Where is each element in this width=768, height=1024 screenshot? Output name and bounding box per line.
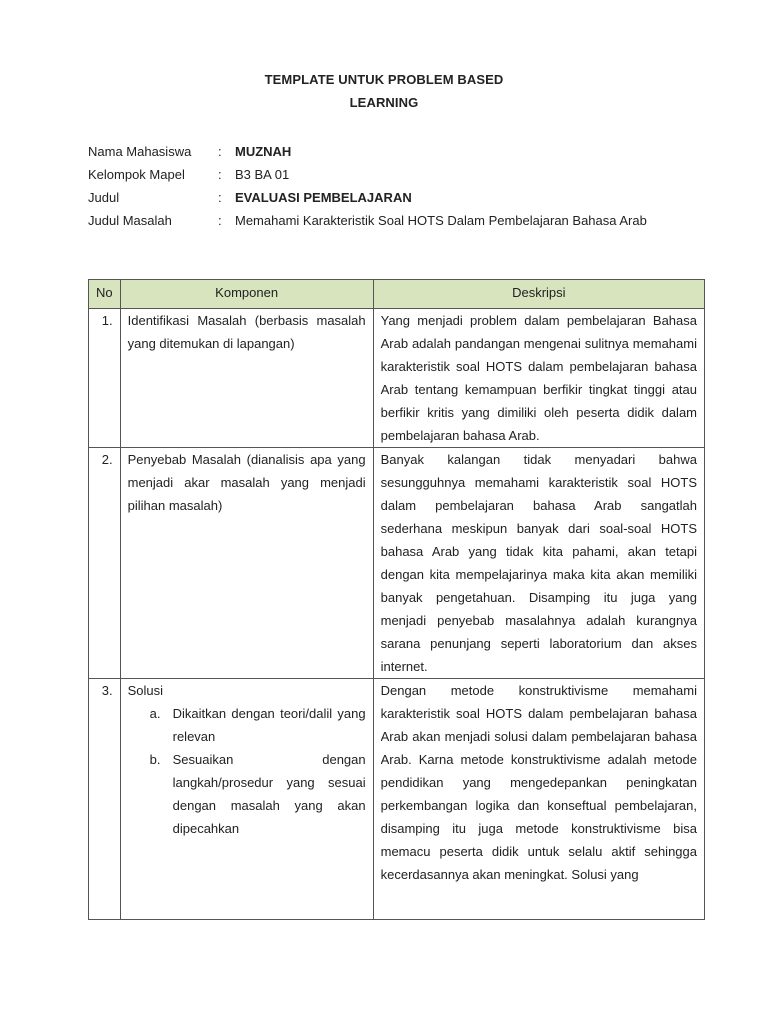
row-deskripsi: Banyak kalangan tidak menyadari bahwa sesungguhnya memahami karakteristik soal HOTS dalam pembelajaran bahasa Arab sangatlah sederhana meskipun banyak dari soal-soal HOTS bahasa Arab yang tidak kita pahami, akan tetapi dengan kita mempelajarinya maka kita akan memiliki banyak pengetahuan. Disamping itu juga yang menjadi penyebab masalahnya adalah kurangnya sarana penunjang seperti laboratorium dan akses internet.	[373, 448, 704, 679]
list-text: Sesuaikan dengan langkah/prosedur yang sesuai dengan masalah yang akan dipecahkan	[172, 752, 366, 836]
info-value-nama: MUZNAH	[235, 144, 292, 159]
student-info	[88, 140, 688, 232]
info-row-judul	[88, 186, 688, 209]
solusi-label: Solusi	[127, 683, 164, 698]
info-colon: :	[218, 167, 222, 182]
deskripsi-text: Dengan metode konstruktivisme memahami karakteristik soal HOTS dalam pembelajaran bahasa Arab akan menjadi solusi dalam pembelajaran bahasa Arab. Karna metode konstruktivisme adalah metode pendidikan yang mengedepankan peningkatan perkembangan logika dan konseftual pembelajaran, disamping itu juga metode konstruktivisme bisa memacu peserta didik untuk selalu aktif sehingga kecerdasannya akan meningkat. Solusi yang	[380, 683, 697, 882]
info-colon: :	[218, 213, 222, 228]
row-komponen-solusi	[120, 679, 373, 920]
info-label: Judul Masalah	[88, 213, 172, 228]
document-title-line2: LEARNING	[349, 95, 419, 110]
row-komponen: Penyebab Masalah (dianalisis apa yang menjadi akar masalah yang menjadi pilihan masalah)	[120, 448, 373, 679]
info-value-judul: EVALUASI PEMBELAJARAN	[235, 190, 412, 205]
header-no: No	[89, 280, 121, 309]
header-komponen: Komponen	[120, 280, 373, 309]
list-item	[128, 702, 366, 748]
row-number: 1.	[89, 309, 121, 448]
row-number: 2.	[89, 448, 121, 679]
info-value-judul-masalah: Memahami Karakteristik Soal HOTS Dalam Pembelajaran Bahasa Arab	[235, 213, 647, 228]
info-label: Kelompok Mapel	[88, 167, 185, 182]
list-item	[128, 748, 366, 840]
pbl-table	[88, 279, 705, 920]
row-number: 3.	[89, 679, 121, 920]
info-row-kelompok	[88, 163, 688, 186]
list-marker: b.	[149, 752, 161, 767]
table-row	[89, 309, 705, 448]
info-row-judul-masalah	[88, 209, 688, 232]
row-deskripsi: Yang menjadi problem dalam pembelajaran Bahasa Arab adalah pandangan mengenai sulitnya memahami karakteristik soal HOTS dalam pembelajaran bahasa Arab tentang kemampuan berfikir tingkat tinggi atau berfikir kritis yang dimiliki oleh peserta didik dalam pembelajaran bahasa Arab.	[373, 309, 704, 448]
info-row-nama	[88, 140, 688, 163]
list-text: Dikaitkan dengan teori/dalil yang relevan	[172, 706, 366, 744]
document-title-line1: TEMPLATE UNTUK PROBLEM BASED	[264, 72, 504, 87]
row-deskripsi	[373, 679, 704, 920]
table-row	[89, 679, 705, 920]
list-marker: a.	[149, 706, 161, 721]
row-komponen: Identifikasi Masalah (berbasis masalah yang ditemukan di lapangan)	[120, 309, 373, 448]
info-value-kelompok: B3 BA 01	[235, 167, 290, 182]
info-label: Judul	[88, 190, 120, 205]
table-header-row	[89, 280, 705, 309]
info-colon: :	[218, 144, 222, 159]
table-row	[89, 448, 705, 679]
header-deskripsi: Deskripsi	[373, 280, 704, 309]
info-colon: :	[218, 190, 222, 205]
solusi-sub-list	[128, 702, 366, 840]
info-label: Nama Mahasiswa	[88, 144, 192, 159]
